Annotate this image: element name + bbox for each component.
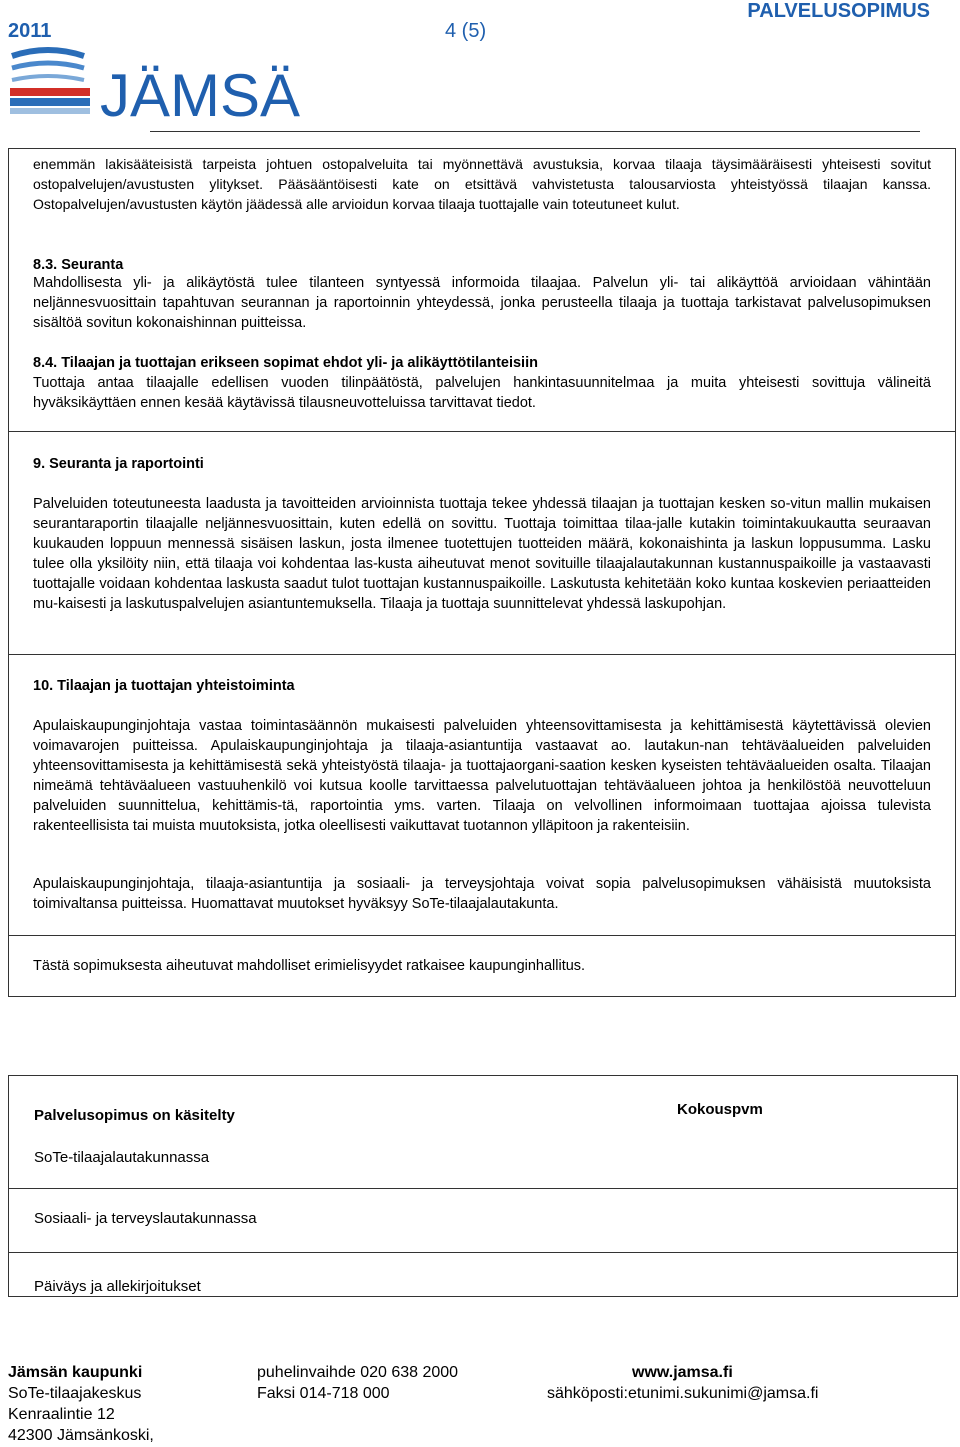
paragraph-8-3: Mahdollisesta yli- ja alikäytöstä tulee tilanteen syntyessä informoida tilaajaa. Palvelun yli- tai alikäyttöä arvioidaan vähintään neljännesvuosittain tapahtuvan seurannan ja raportoinnin yhteydessä, jonka perusteella tilaaja ja tuottaja tarkistavat palvelusopimuksen sisältöä sovitun kokonaishinnan puitteissa. (33, 275, 931, 331)
handled-label: Palvelusopimus on käsitelty (34, 1107, 235, 1124)
footer-city: 42300 Jämsänkoski, (8, 1427, 154, 1444)
signature-table (8, 1075, 958, 1297)
page-number: 4 (5) (445, 20, 487, 42)
paragraph-10-2: Apulaiskaupunginjohtaja, tilaaja-asiantuntija ja sosiaali- ja terveysjohtaja voivat sopia palvelusopimuksen vähäisistä muutoksista toimivaltansa puitteissa. Huomattavat muutokset hyväksyy SoTe-tilaajalautakunta. (33, 876, 931, 912)
heading-8-4: 8.4. Tilaajan ja tuottajan erikseen sopimat ehdot yli- ja alikäyttötilanteisiin (33, 355, 538, 371)
signature-row-divider-1 (9, 1188, 957, 1189)
logo-wordmark: JÄMSÄ (100, 62, 301, 126)
document-title: PALVELUSOPIMUS (747, 0, 930, 22)
board-sote-tilaaja: SoTe-tilaajalautakunnassa (34, 1149, 210, 1166)
header-year: 2011 (8, 20, 52, 42)
date-signatures-label: Päiväys ja allekirjoitukset (34, 1278, 201, 1295)
heading-10: 10. Tilaajan ja tuottajan yhteistoiminta (33, 678, 295, 694)
paragraph-9: Palveluiden toteutuneesta laadusta ja tavoitteiden arvioinnista tuottaja tekee yhdessä tilaajan ja tuottajan kesken so-vitun mallin mukaisen seurantaraportin tilaajalle neljännesvuosittain, kuten edellä on sovittu. Tuottaja toimittaa tilaa-jalle kutakin toimintakuukautta seuraavan kuukauden loppuun mennessä sisäisen laskun, josta ilmenee tuotettujen tuotteiden määrä, kokonaishinta ja laskun loppusumma. Lasku tulee olla yksilöity niin, että tilaaja voi kohdentaa las-kusta aiheutuvat menot sovituille tilaajalautakunnan kustannuspaikoille ja vastaavasti tuottajalle voidaan kohdentaa laskusta saadut tulot tuottajan kustannuspaikoille. Laskutusta kehitetään koko kuntaa koskevien periaatteiden mu-kaisesti ja laskutuspalvelujen asiantuntemuksella. Tilaaja ja tuottaja suunnittelevat yhdessä laskupohjan. (33, 496, 931, 612)
footer-phone: puhelinvaihde 020 638 2000 (257, 1364, 459, 1381)
paragraph-10-1: Apulaiskaupunginjohtaja vastaa toimintasäännön mukaisesti palveluiden yhteensovittamisesta ja kehittämisestä käytettävissä olevien voimavarojen puitteissa. Apulaiskaupunginjohtaja ja tilaaja-asiantuntija vastaavat ao. lautakun-nan tehtäväalueiden palveluiden yhteensovittamisesta ja kehittämisestä sekä yhteistyöstä tilaaja- ja tuottajaorgani-saation kesken kyseisten tehtäväalueiden osalta. Tilaajan nimeämä tehtäväalueen vastuuhenkilö voi kutsua koolle tarvittaessa palvelutuottajan tehtäväalueen johtoa ja henkilöstöä neuvotteluun palveluiden suunnittelua, kehittämis-tä, raportointia yms. varten. Tilaaja on velvollinen informoimaan tuottajaa ajoissa tulevista rakenteellisista tai muista muutoksista, jotka oleellisesti vaikuttavat tuotannon ylläpitoon ja rakenteisiin. (33, 718, 931, 834)
heading-8-3: 8.3. Seuranta (33, 257, 124, 273)
jamsa-logo-graphic (8, 44, 318, 126)
footer-org: Jämsän kaupunki (8, 1364, 143, 1381)
header-divider (150, 131, 920, 132)
meeting-date-label: Kokouspvm (677, 1101, 763, 1118)
board-sosiaali-terveys: Sosiaali- ja terveyslautakunnassa (34, 1210, 257, 1227)
footer-street: Kenraalintie 12 (8, 1406, 115, 1423)
footer-web[interactable]: www.jamsa.fi (632, 1364, 733, 1381)
footer-email[interactable]: sähköposti:etunimi.sukunimi@jamsa.fi (547, 1385, 819, 1402)
footer-fax: Faksi 014-718 000 (257, 1385, 390, 1402)
paragraph-disputes: Tästä sopimuksesta aiheutuvat mahdolliset erimielisyydet ratkaisee kaupunginhallitus. (33, 958, 586, 974)
jamsa-logo (8, 44, 318, 126)
intro-paragraph: enemmän lakisääteisistä tarpeista johtuen ostopalveluita tai myönnettävä avustuksia, korvaa tilaaja täysimääräisesti yhteisesti sovitut ostopalvelujen/avustusten ylitykset. Pääsääntöisesti kate on etsittävä vahvistetusta talousarviosta yhteistyössä tilaajan kanssa. Ostopalvelujen/avustusten käytön jäädessä alle arvioidun korvaa tilaaja tuottajalle vain toteutuneet kulut. (33, 156, 931, 212)
paragraph-8-4: Tuottaja antaa tilaajalle edellisen vuoden tilinpäätöstä, palvelujen hankintasuunnitelmaa ja muita yhteisesti sovittuja välineitä hyväksikäyttäen ennen kesää käytävissä tilausneuvotteluissa tarvittavat tiedot. (33, 375, 931, 411)
signature-row-divider-2 (9, 1252, 957, 1253)
footer-unit: SoTe-tilaajakeskus (8, 1385, 142, 1402)
heading-9: 9. Seuranta ja raportointi (33, 456, 204, 472)
